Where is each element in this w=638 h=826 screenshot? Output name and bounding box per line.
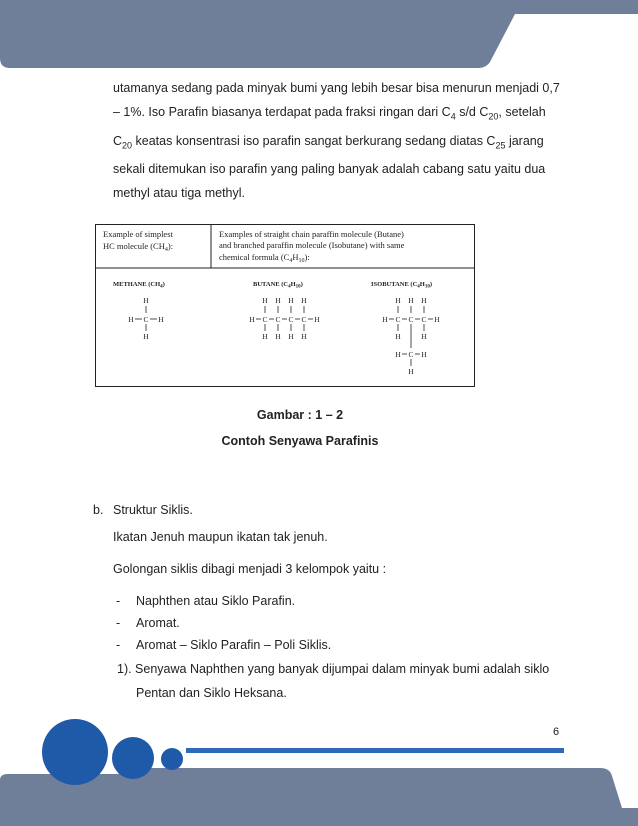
list-dash: - (116, 638, 121, 652)
svg-text:C: C (395, 315, 401, 324)
numbered-item-1 (117, 657, 561, 705)
svg-text:C: C (143, 315, 149, 324)
list-dash: - (116, 594, 121, 608)
svg-text:H: H (382, 315, 388, 324)
numbered-item-1-line-1: 1). Senyawa Naphthen yang banyak dijumpai dalam minyak bumi adalah siklo (117, 662, 550, 676)
butane-label: BUTANE $(C_4H_{10})$ (253, 281, 303, 290)
svg-text:H: H (288, 296, 294, 305)
methane-label: METHANE $(CH_4)$ (113, 281, 165, 290)
right-header-line-1: Examples of straight chain paraffin molecule (Butane) (219, 229, 404, 239)
paragraph-line-3: $C_{20}$ keatas konsentrasi iso parafin sangat berkurang sedang diatas $C_{25}$ jarang (113, 133, 544, 150)
svg-text:H: H (395, 332, 401, 341)
svg-text:H: H (421, 296, 427, 305)
section-b-marker: b. (93, 503, 104, 517)
paraffin-molecules-figure (95, 224, 475, 387)
paragraph-continuation (113, 76, 561, 205)
paragraph-line-2: – 1%. Iso Parafin biasanya terdapat pada fraksi ringan dari $C_4$ s/d $C_{20}$, setelah (113, 105, 546, 122)
numbered-item-1-line-2: Pentan dan Siklo Heksana. (136, 686, 287, 700)
svg-text:H: H (421, 332, 427, 341)
svg-text:H: H (408, 296, 414, 305)
svg-text:H: H (301, 296, 307, 305)
medium-circle (112, 737, 154, 779)
svg-text:H: H (421, 350, 427, 359)
svg-text:C: C (262, 315, 268, 324)
svg-text:H: H (275, 296, 281, 305)
isobutane-label: ISOBUTANE $(C_4H_{10})$ (371, 281, 433, 290)
right-header-line-2: and branched paraffin molecule (Isobutane) with same (219, 240, 405, 250)
svg-text:C: C (408, 350, 414, 359)
left-header-line-2: HC molecule $(CH_4)$: (103, 241, 174, 253)
svg-text:H: H (249, 315, 255, 324)
svg-text:H: H (143, 296, 149, 305)
svg-text:C: C (275, 315, 281, 324)
svg-text:H: H (288, 332, 294, 341)
section-b-title: Struktur Siklis. (113, 503, 193, 517)
paragraph-line-4: sekali ditemukan iso parafin yang paling banyak adalah cabang satu yaitu dua (113, 162, 546, 176)
svg-text:H: H (158, 315, 164, 324)
large-circle (42, 719, 108, 785)
figure-caption-number: Gambar : 1 – 2 (256, 408, 344, 422)
list-item: Aromat – Siklo Parafin – Poli Siklis. (136, 638, 332, 652)
right-header-line-3: chemical formula $(C_4H_{10})$: (219, 252, 310, 264)
svg-text:H: H (395, 350, 401, 359)
list-dash: - (116, 616, 121, 630)
left-header-line-1: Example of simplest (103, 229, 173, 239)
page-number: 6 (553, 726, 560, 738)
svg-text:C: C (421, 315, 427, 324)
paragraph-line-5: methyl atau tiga methyl. (113, 186, 246, 200)
small-circle (161, 748, 183, 770)
svg-text:C: C (288, 315, 294, 324)
svg-text:C: C (408, 315, 414, 324)
svg-text:H: H (262, 296, 268, 305)
svg-text:H: H (408, 367, 414, 376)
bottom-banner (0, 718, 638, 826)
svg-text:H: H (262, 332, 268, 341)
list-item: Naphthen atau Siklo Parafin. (136, 594, 296, 608)
figure-caption-title: Contoh Senyawa Parafinis (221, 434, 379, 448)
svg-text:H: H (434, 315, 440, 324)
svg-text:H: H (143, 332, 149, 341)
list-item: Aromat. (136, 616, 180, 630)
paragraph-line-1: utamanya sedang pada minyak bumi yang lebih besar bisa menurun menjadi 0,7 (113, 81, 560, 95)
svg-text:H: H (395, 296, 401, 305)
svg-text:H: H (314, 315, 320, 324)
bottom-accent-bar (186, 748, 564, 753)
svg-text:H: H (128, 315, 134, 324)
section-b-line-2: Golongan siklis dibagi menjadi 3 kelompok yaitu : (113, 562, 387, 576)
svg-text:C: C (301, 315, 307, 324)
section-b-line-1: Ikatan Jenuh maupun ikatan tak jenuh. (113, 530, 328, 544)
svg-text:H: H (301, 332, 307, 341)
top-banner (0, 0, 638, 70)
top-banner-shape (0, 0, 638, 68)
svg-text:H: H (275, 332, 281, 341)
